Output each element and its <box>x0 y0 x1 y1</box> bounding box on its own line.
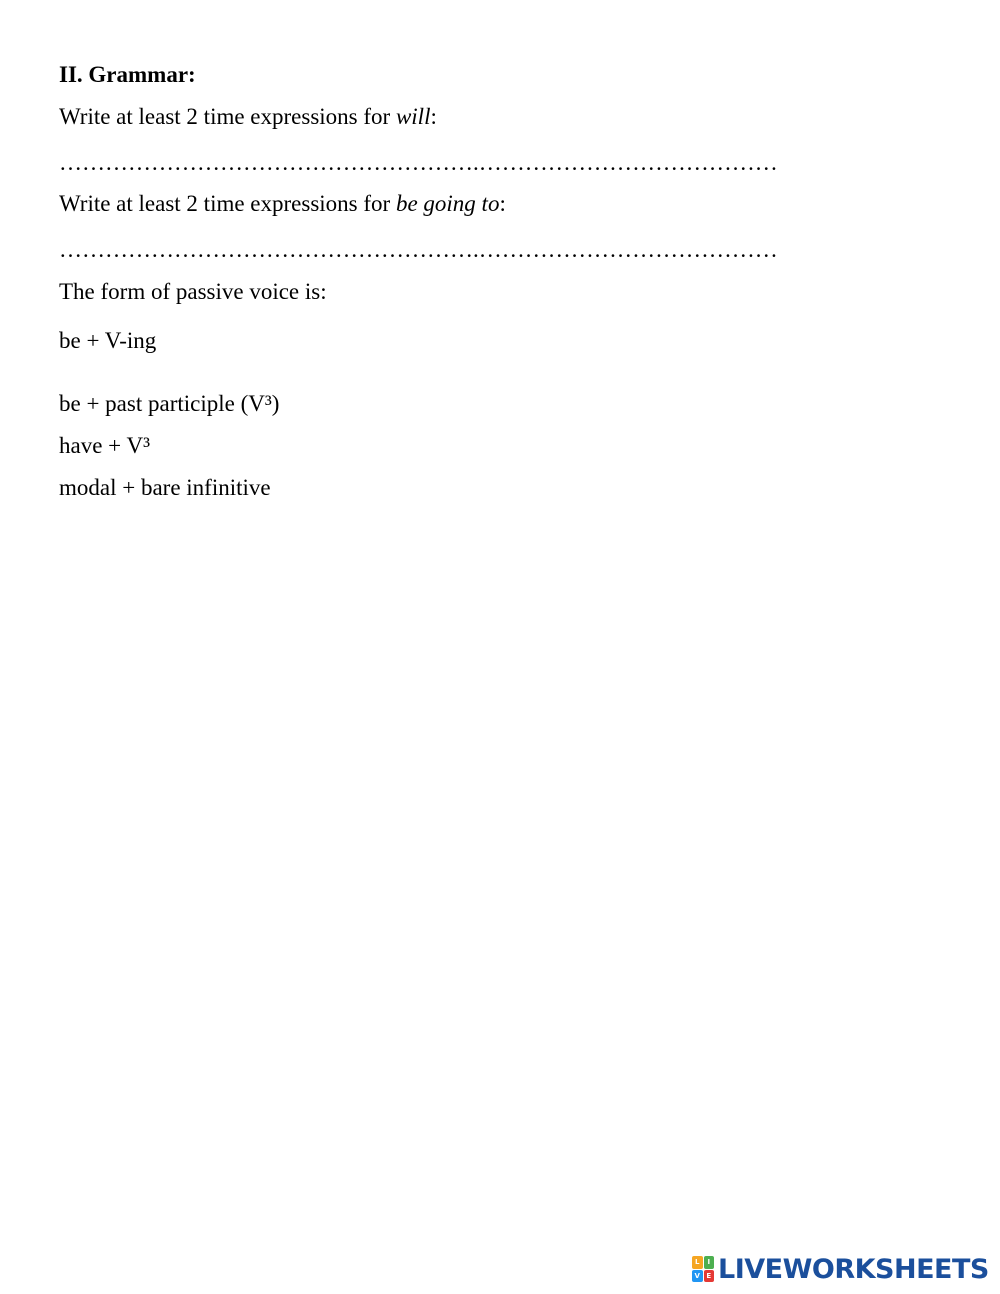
logo-mark-v: V <box>692 1270 703 1283</box>
liveworksheets-logo <box>692 1252 989 1286</box>
answer-blank-going-to[interactable]: ……………………………………………….………………………………… <box>59 237 778 262</box>
question-passive-voice: The form of passive voice is: <box>59 279 327 304</box>
section-title: II. Grammar: <box>59 62 196 87</box>
question-going-to-prefix: Write at least 2 time expressions for <box>59 191 396 216</box>
question-will <box>59 103 437 131</box>
passive-option-4[interactable]: modal + bare infinitive <box>59 475 271 500</box>
passive-option-2[interactable]: be + past participle (V³) <box>59 391 280 416</box>
passive-option-1[interactable]: be + V-ing <box>59 328 157 353</box>
question-going-to-keyword: be going to <box>395 191 500 216</box>
answer-blank-will[interactable]: ……………………………………………….………………………………… <box>59 150 778 175</box>
question-will-suffix: : <box>430 104 437 129</box>
logo-mark-i: I <box>704 1256 715 1269</box>
question-going-to <box>59 190 506 218</box>
logo-mark-e: E <box>704 1270 715 1283</box>
logo-mark-l: L <box>692 1256 703 1269</box>
question-will-keyword: will <box>395 104 431 129</box>
liveworksheets-logo-icon <box>692 1256 714 1282</box>
question-going-to-suffix: : <box>499 191 506 216</box>
liveworksheets-logo-text: LIVEWORKSHEETS <box>718 1253 989 1285</box>
passive-option-3[interactable]: have + V³ <box>59 433 150 458</box>
question-will-prefix: Write at least 2 time expressions for <box>59 104 396 129</box>
